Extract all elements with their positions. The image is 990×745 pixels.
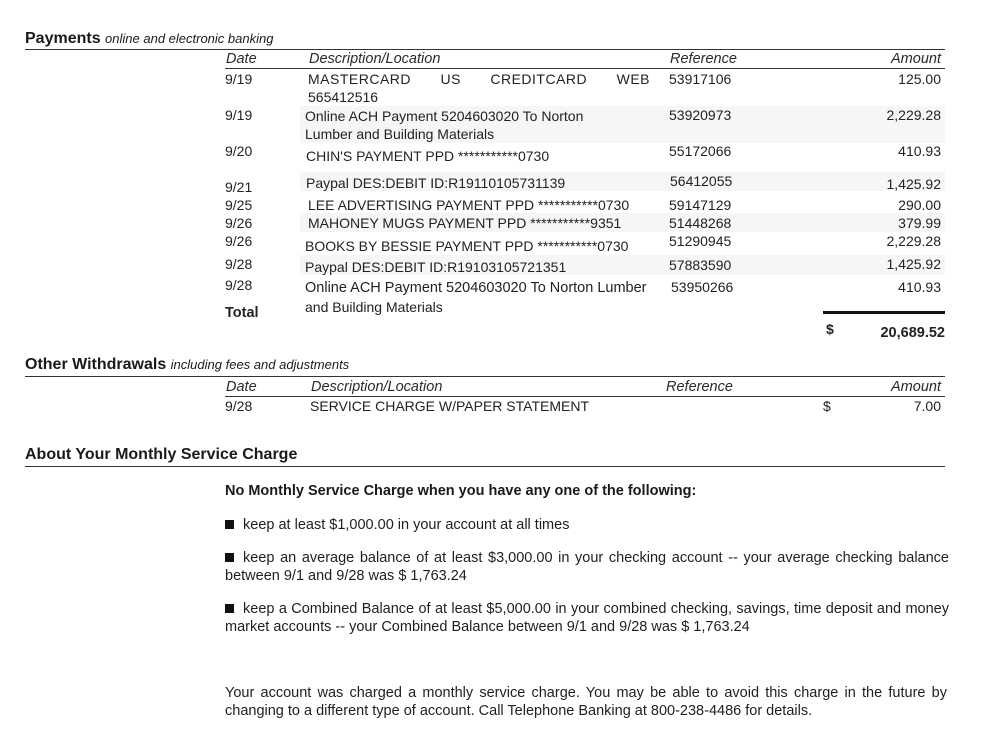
withdrawal-currency: $ xyxy=(823,398,831,414)
withdrawal-date: 9/28 xyxy=(225,398,253,414)
payment-reference: 59147129 xyxy=(669,197,732,213)
bullet-square-icon xyxy=(225,553,234,562)
payments-col-date: Date xyxy=(226,51,257,67)
payment-reference: 55172066 xyxy=(669,143,732,159)
payments-col-description: Description/Location xyxy=(309,51,441,67)
payments-column-rule xyxy=(225,68,945,69)
withdrawals-col-amount: Amount xyxy=(891,379,941,395)
service-charge-rule xyxy=(25,466,945,467)
service-charge-bullet xyxy=(225,600,949,636)
payments-col-reference: Reference xyxy=(670,51,737,67)
withdrawals-column-rule xyxy=(225,396,945,397)
bullet-square-icon xyxy=(225,520,234,529)
bullet-square-icon xyxy=(225,604,234,613)
payment-date: 9/28 xyxy=(225,256,253,272)
payment-amount: 125.00 xyxy=(898,71,941,87)
payment-reference: 53920973 xyxy=(669,107,732,123)
payment-description: MAHONEY MUGS PAYMENT PPD ***********9351 xyxy=(308,215,622,231)
payment-description: Paypal DES:DEBIT ID:R19103105721351 xyxy=(305,259,567,275)
withdrawals-title: Other Withdrawals xyxy=(25,356,167,373)
withdrawals-section-title xyxy=(25,356,349,374)
payment-date: 9/26 xyxy=(225,215,253,231)
payment-description: Paypal DES:DEBIT ID:R19110105731139 xyxy=(306,175,566,191)
payment-date: 9/28 xyxy=(225,277,253,293)
bullet-text: keep an average balance of at least $3,000.00 in your checking account -- your average checking balance between 9/1 and 9/28 was $ 1,763.24 xyxy=(225,550,949,584)
payment-reference: 57883590 xyxy=(669,257,732,273)
service-charge-intro: No Monthly Service Charge when you have any one of the following: xyxy=(225,483,697,499)
service-charge-note: Your account was charged a monthly service charge. You may be able to avoid this charge in the future by changing to a different type of account. Call Telephone Banking at 800-238-4486 for details. xyxy=(225,685,947,719)
payments-total-label: Total xyxy=(225,305,259,321)
payment-description: LEE ADVERTISING PAYMENT PPD ***********0730 xyxy=(308,197,630,213)
payment-date: 9/19 xyxy=(225,107,253,123)
payment-date: 9/21 xyxy=(225,179,253,195)
withdrawal-amount: 7.00 xyxy=(913,398,941,414)
payment-amount: 410.93 xyxy=(898,143,941,159)
payment-reference: 51448268 xyxy=(669,215,732,231)
payment-amount: 1,425.92 xyxy=(886,256,941,272)
payment-description: BOOKS BY BESSIE PAYMENT PPD ***********0730 xyxy=(305,238,629,254)
service-charge-bullet xyxy=(225,516,949,534)
payment-amount: 1,425.92 xyxy=(886,176,941,192)
payment-amount: 379.99 xyxy=(898,215,941,231)
withdrawals-col-reference: Reference xyxy=(666,379,733,395)
bullet-text: keep at least $1,000.00 in your account at all times xyxy=(243,517,570,533)
payment-date: 9/20 xyxy=(225,143,253,159)
withdrawals-subtitle: including fees and adjustments xyxy=(170,357,350,372)
payment-reference: 56412055 xyxy=(670,173,733,189)
payment-reference: 51290945 xyxy=(669,233,732,249)
payment-description: MASTERCARD US CREDITCARD WEB xyxy=(308,71,650,87)
payment-date: 9/25 xyxy=(225,197,253,213)
payments-total-amount: 20,689.52 xyxy=(880,325,945,341)
payment-description: Online ACH Payment 5204603020 To Norton Lumber xyxy=(305,280,647,296)
payments-col-amount: Amount xyxy=(891,51,941,67)
payment-date: 9/26 xyxy=(225,233,253,249)
payment-description-line2: 565412516 xyxy=(308,89,379,105)
payment-reference: 53917106 xyxy=(669,71,732,87)
payment-description: CHIN'S PAYMENT PPD ***********0730 xyxy=(306,148,550,164)
payments-header-rule xyxy=(25,49,945,50)
total-underline xyxy=(823,311,945,314)
payment-description-line2: Lumber and Building Materials xyxy=(305,126,495,142)
withdrawals-header-rule xyxy=(25,376,945,377)
payment-reference: 53950266 xyxy=(671,279,734,295)
withdrawals-col-description: Description/Location xyxy=(311,379,443,395)
payments-subtitle: online and electronic banking xyxy=(105,31,274,46)
payment-description: Online ACH Payment 5204603020 To Norton xyxy=(305,108,584,124)
bullet-text: keep a Combined Balance of at least $5,000.00 in your combined checking, savings, time deposit and money market accounts -- your Combined Balance between 9/1 and 9/28 was $ 1,763.24 xyxy=(225,601,949,635)
service-charge-bullet xyxy=(225,549,949,585)
payments-title: Payments xyxy=(25,30,101,47)
service-charge-title: About Your Monthly Service Charge xyxy=(25,446,298,463)
payment-amount: 2,229.28 xyxy=(886,107,941,123)
payment-description-line2: and Building Materials xyxy=(305,299,443,315)
payment-amount: 410.93 xyxy=(898,279,941,295)
withdrawals-col-date: Date xyxy=(226,379,257,395)
withdrawal-description: SERVICE CHARGE W/PAPER STATEMENT xyxy=(310,398,590,414)
payments-section-title xyxy=(25,30,273,48)
payment-amount: 2,229.28 xyxy=(886,233,941,249)
payment-date: 9/19 xyxy=(225,71,253,87)
payment-amount: 290.00 xyxy=(898,197,941,213)
payments-total-currency: $ xyxy=(826,321,834,337)
